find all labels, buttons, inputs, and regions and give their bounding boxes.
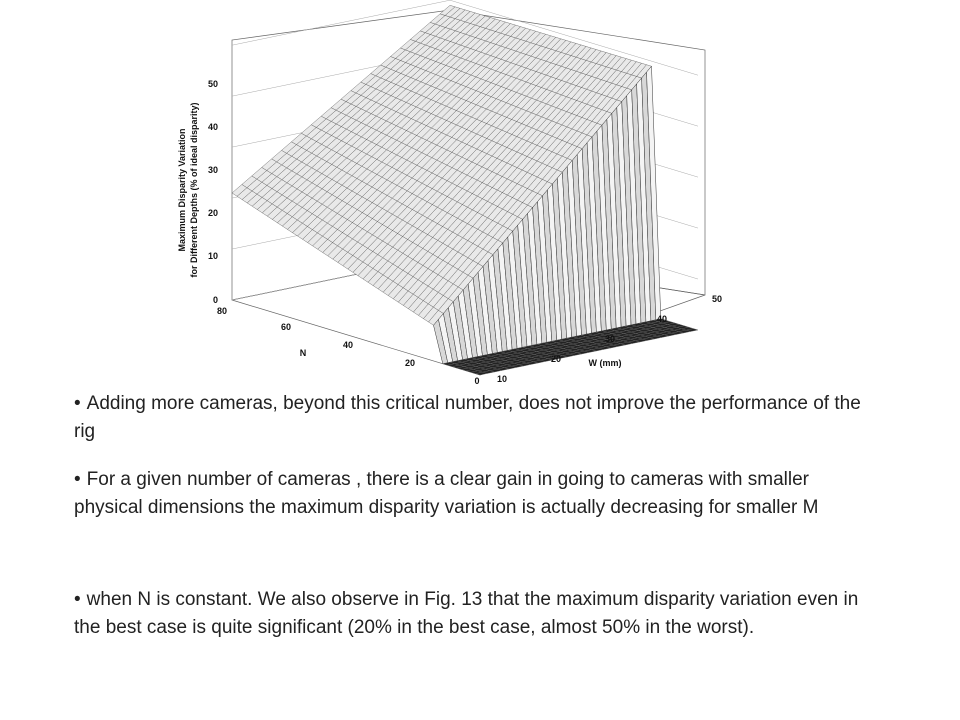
- w-tick: 20: [550, 354, 562, 364]
- bullet-dot: •: [74, 469, 81, 490]
- z-axis-label-line2: for Different Depths (% of ideal disparity): [189, 102, 199, 278]
- z-tick: 20: [207, 208, 218, 218]
- bullet-item: [74, 586, 874, 642]
- n-tick: 60: [280, 322, 292, 332]
- bullet-text: Adding more cameras, beyond this critical number, does not improve the performance of the rig: [74, 393, 861, 442]
- n-tick: 0: [474, 376, 480, 386]
- n-axis-label: N: [299, 348, 307, 358]
- w-tick: 30: [604, 334, 616, 344]
- w-tick: 40: [656, 314, 668, 324]
- bullet-item: [74, 390, 874, 446]
- w-axis-label: W (mm): [588, 358, 622, 368]
- z-tick: 0: [212, 295, 218, 305]
- n-tick: 20: [404, 358, 416, 368]
- bullet-text: For a given number of cameras , there is a clear gain in going to cameras with smaller physical dimensions the maximum disparity variation is actually decreasing for smaller M: [74, 469, 819, 518]
- bullet-dot: •: [74, 589, 81, 610]
- z-tick: 50: [207, 79, 218, 89]
- surface-mesh: [232, 5, 698, 375]
- n-tick: 80: [216, 306, 228, 316]
- z-tick-labels: [208, 79, 218, 305]
- surface-plot: [160, 0, 760, 390]
- n-tick: 40: [342, 340, 354, 350]
- z-axis-label: [177, 102, 199, 277]
- z-tick: 40: [207, 122, 218, 132]
- w-tick: 50: [711, 294, 723, 304]
- bullet-dot: •: [74, 393, 81, 414]
- z-axis-label-line1: Maximum Disparity Variation: [177, 128, 187, 252]
- w-tick: 10: [496, 374, 508, 384]
- z-tick: 10: [207, 251, 218, 261]
- bullet-item: [74, 466, 874, 522]
- bullet-text: when N is constant. We also observe in Fig. 13 that the maximum disparity variation even in the best case is quite significant (20% in the best case, almost 50% in the worst).: [74, 589, 859, 638]
- z-tick: 30: [207, 165, 218, 175]
